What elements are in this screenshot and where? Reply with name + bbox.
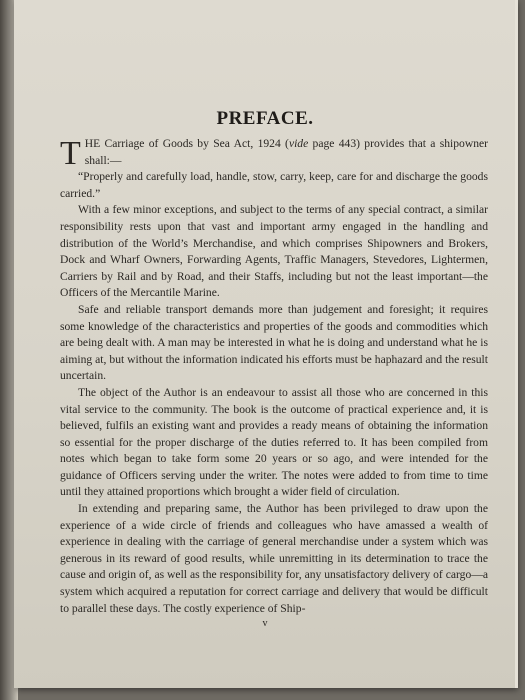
paragraph-1: With a few minor exceptions, and subject to the terms of any special contract, a similar responsibility rests upon that vast and important army engaged in the handling and distribution of the World’s Merchandise, and which comprises Shipowners and Brokers, Dock and Wharf Owners, Forwarding Agents, Traffic Managers, Stevedores, Lightermen, Carriers by Rail and by Road, and their Staffs, including but not the least important—the Officers of the Mercantile Marine.	[60, 203, 488, 300]
body-text	[60, 136, 488, 617]
intro-text-start: HE Carriage of Goods by Sea Act, 1924 (	[84, 137, 289, 150]
quoted-provision: “Properly and carefully load, handle, stow, carry, keep, care for and discharge the goods carried.”	[60, 170, 488, 200]
intro-italic: vide	[288, 137, 309, 150]
page-number: v	[262, 618, 268, 629]
page-edge	[515, 0, 518, 688]
paragraph-2: Safe and reliable transport demands more than judgement and foresight; it requires some knowledge of the characteristics and properties of the goods and commodities which are being dealt with. A man may be interested in what he is doing and understand what he is aiming at, but without the information indicated his efforts must be haphazard and the result uncertain.	[60, 302, 488, 383]
paragraph-3: The object of the Author is an endeavour to assist all those who are concerned in this vital service to the community. The book is the outcome of practical experience and, it is believed, fulfils an existing want and provides a ready means of obtaining the information so essential for the proper discharge of the duties referred to. It has been compiled from notes which began to take form some 20 years or so ago, and were intended for the guidance of Officers serving under the writer. The notes were added to from time to time until they attained proportions which brought a wider field of circulation.	[60, 385, 488, 499]
drop-cap: T	[60, 135, 81, 172]
paragraph-4: In extending and preparing same, the Author has been privileged to draw upon the experience of a wide circle of friends and colleagues who have amassed a wealth of experience in dealing with the carriage of general merchandise under a system which was generous in its reward of good results, while unremitting in its determination to trace the cause and origin of, as well as the responsibility for, any unsatisfactory delivery of cargo—a system which acquired a reputation for correct carriage and delivery that would be difficult to parallel these days. The costly experience of Ship-	[60, 502, 488, 615]
book-page	[14, 0, 516, 688]
intro-paragraph	[60, 135, 488, 172]
intro-text-end: page 443) provides that a shipowner shall:—	[84, 137, 488, 167]
page-heading: PREFACE.	[216, 108, 314, 129]
